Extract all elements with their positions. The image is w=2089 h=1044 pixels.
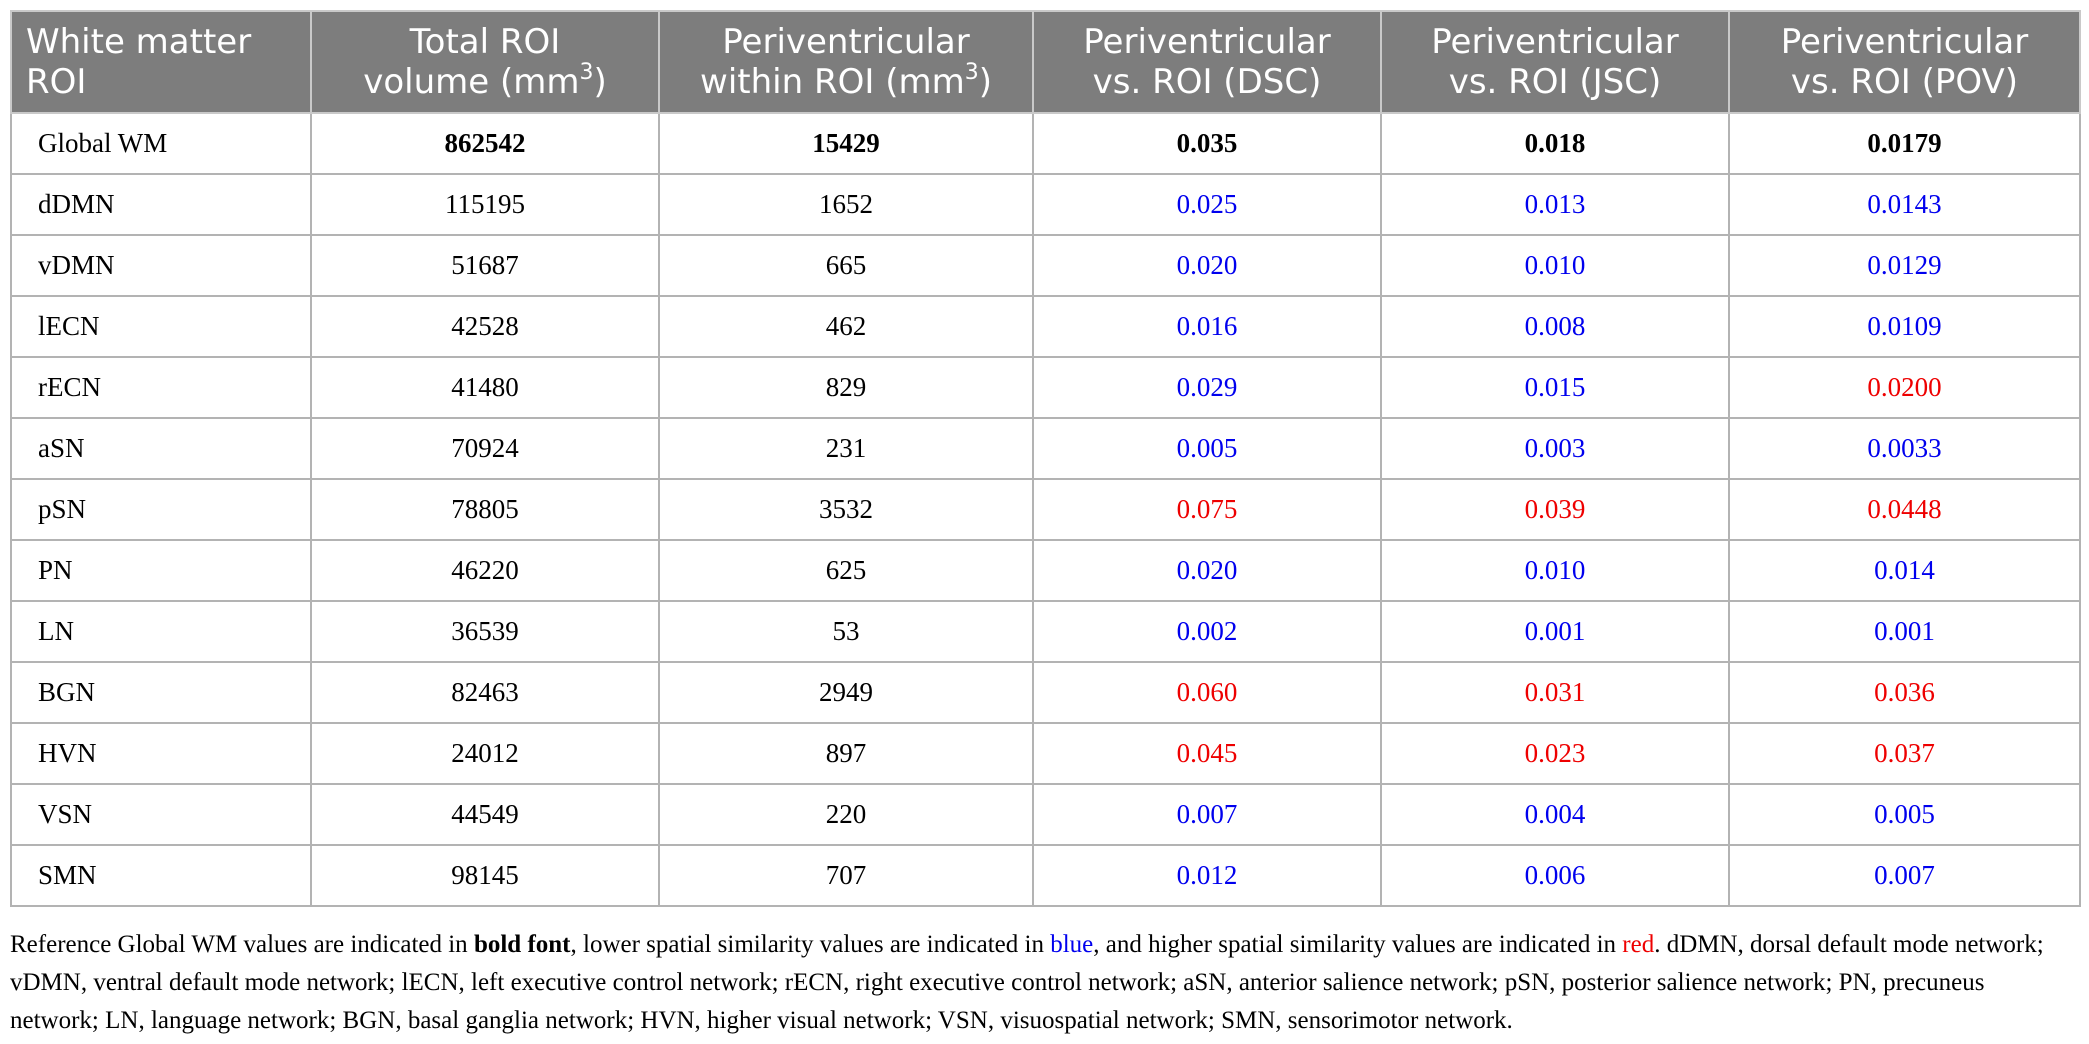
cell-peri: 462 (659, 296, 1033, 357)
table-row (11, 845, 2080, 906)
cell-pov: 0.0448 (1729, 479, 2080, 540)
cell-dsc: 0.029 (1033, 357, 1381, 418)
cell-dsc: 0.045 (1033, 723, 1381, 784)
cell-pov: 0.0033 (1729, 418, 2080, 479)
cell-roi: BGN (11, 662, 311, 723)
table-row (11, 784, 2080, 845)
cell-pov: 0.0109 (1729, 296, 2080, 357)
cell-dsc: 0.016 (1033, 296, 1381, 357)
cell-jsc: 0.008 (1381, 296, 1729, 357)
table-footnote: Reference Global WM values are indicated in bold font, lower spatial similarity values are indicated in blue, and higher spatial similarity values are indicated in red. dDMN, dorsal default mode network; vDMN, ventral default mode network; lECN, left executive control network; rECN, right executive control network; aSN, anterior salience network; pSN, posterior salience network; PN, precuneus network; LN, language network; BGN, basal ganglia network; HVN, higher visual network; VSN, visuospatial network; SMN, sensorimotor network. (10, 931, 2044, 1034)
cell-dsc: 0.060 (1033, 662, 1381, 723)
cell-peri: 665 (659, 235, 1033, 296)
cell-jsc: 0.010 (1381, 235, 1729, 296)
cell-total: 42528 (311, 296, 659, 357)
cell-pov: 0.007 (1729, 845, 2080, 906)
cell-roi: Global WM (11, 113, 311, 174)
cell-roi: VSN (11, 784, 311, 845)
cell-roi: aSN (11, 418, 311, 479)
cell-jsc: 0.004 (1381, 784, 1729, 845)
cell-pov: 0.037 (1729, 723, 2080, 784)
cell-peri: 1652 (659, 174, 1033, 235)
cell-jsc: 0.039 (1381, 479, 1729, 540)
cell-roi: HVN (11, 723, 311, 784)
cell-jsc: 0.013 (1381, 174, 1729, 235)
cell-roi: lECN (11, 296, 311, 357)
table-row (11, 418, 2080, 479)
cell-dsc: 0.005 (1033, 418, 1381, 479)
cell-total: 862542 (311, 113, 659, 174)
header-roi: White matter ROI (11, 11, 311, 113)
cell-peri: 231 (659, 418, 1033, 479)
cell-total: 41480 (311, 357, 659, 418)
header-total-volume: Total ROI volume $(mm^3)$ (311, 11, 659, 113)
results-table (10, 10, 2081, 907)
cell-jsc: 0.031 (1381, 662, 1729, 723)
cell-roi: vDMN (11, 235, 311, 296)
header-pov: Periventricular vs. ROI (POV) (1729, 11, 2080, 113)
cell-jsc: 0.015 (1381, 357, 1729, 418)
cell-peri: 897 (659, 723, 1033, 784)
cell-jsc: 0.003 (1381, 418, 1729, 479)
cell-total: 82463 (311, 662, 659, 723)
cell-roi: PN (11, 540, 311, 601)
cell-pov: 0.0129 (1729, 235, 2080, 296)
header-row (11, 11, 2080, 113)
table-row (11, 235, 2080, 296)
cell-dsc: 0.020 (1033, 540, 1381, 601)
cell-peri: 707 (659, 845, 1033, 906)
cell-dsc: 0.002 (1033, 601, 1381, 662)
footnote-red-word: red (1622, 931, 1655, 958)
cell-peri: 3532 (659, 479, 1033, 540)
header-dsc: Periventricular vs. ROI (DSC) (1033, 11, 1381, 113)
cell-peri: 625 (659, 540, 1033, 601)
cell-jsc: 0.006 (1381, 845, 1729, 906)
cell-pov: 0.0200 (1729, 357, 2080, 418)
cell-total: 36539 (311, 601, 659, 662)
cell-total: 115195 (311, 174, 659, 235)
table-row (11, 296, 2080, 357)
table-row (11, 357, 2080, 418)
cell-jsc: 0.023 (1381, 723, 1729, 784)
table-body (11, 113, 2080, 906)
cell-jsc: 0.010 (1381, 540, 1729, 601)
cell-peri: 829 (659, 357, 1033, 418)
cell-total: 51687 (311, 235, 659, 296)
cell-total: 46220 (311, 540, 659, 601)
table-row (11, 662, 2080, 723)
header-jsc: Periventricular vs. ROI (JSC) (1381, 11, 1729, 113)
cell-total: 70924 (311, 418, 659, 479)
footnote-blue-word: blue (1050, 931, 1094, 958)
cell-dsc: 0.035 (1033, 113, 1381, 174)
cell-peri: 220 (659, 784, 1033, 845)
cell-roi: rECN (11, 357, 311, 418)
results-table-container (10, 10, 2079, 907)
cell-dsc: 0.012 (1033, 845, 1381, 906)
cell-dsc: 0.075 (1033, 479, 1381, 540)
table-row (11, 601, 2080, 662)
table-row (11, 479, 2080, 540)
cell-roi: SMN (11, 845, 311, 906)
table-row (11, 723, 2080, 784)
table-row (11, 174, 2080, 235)
cell-jsc: 0.001 (1381, 601, 1729, 662)
cell-peri: 2949 (659, 662, 1033, 723)
cell-dsc: 0.025 (1033, 174, 1381, 235)
cell-total: 98145 (311, 845, 659, 906)
cell-pov: 0.001 (1729, 601, 2080, 662)
cell-total: 78805 (311, 479, 659, 540)
header-periventricular-within: Periventricular within ROI $(mm^3)$ (659, 11, 1033, 113)
table-row (11, 540, 2080, 601)
cell-pov: 0.0179 (1729, 113, 2080, 174)
cell-peri: 53 (659, 601, 1033, 662)
table-row (11, 113, 2080, 174)
cell-dsc: 0.007 (1033, 784, 1381, 845)
cell-pov: 0.005 (1729, 784, 2080, 845)
cell-pov: 0.036 (1729, 662, 2080, 723)
cell-pov: 0.014 (1729, 540, 2080, 601)
table-header (11, 11, 2080, 113)
cell-pov: 0.0143 (1729, 174, 2080, 235)
cell-total: 24012 (311, 723, 659, 784)
cell-peri: 15429 (659, 113, 1033, 174)
cell-roi: LN (11, 601, 311, 662)
cell-total: 44549 (311, 784, 659, 845)
cell-roi: pSN (11, 479, 311, 540)
cell-roi: dDMN (11, 174, 311, 235)
cell-dsc: 0.020 (1033, 235, 1381, 296)
cell-jsc: 0.018 (1381, 113, 1729, 174)
